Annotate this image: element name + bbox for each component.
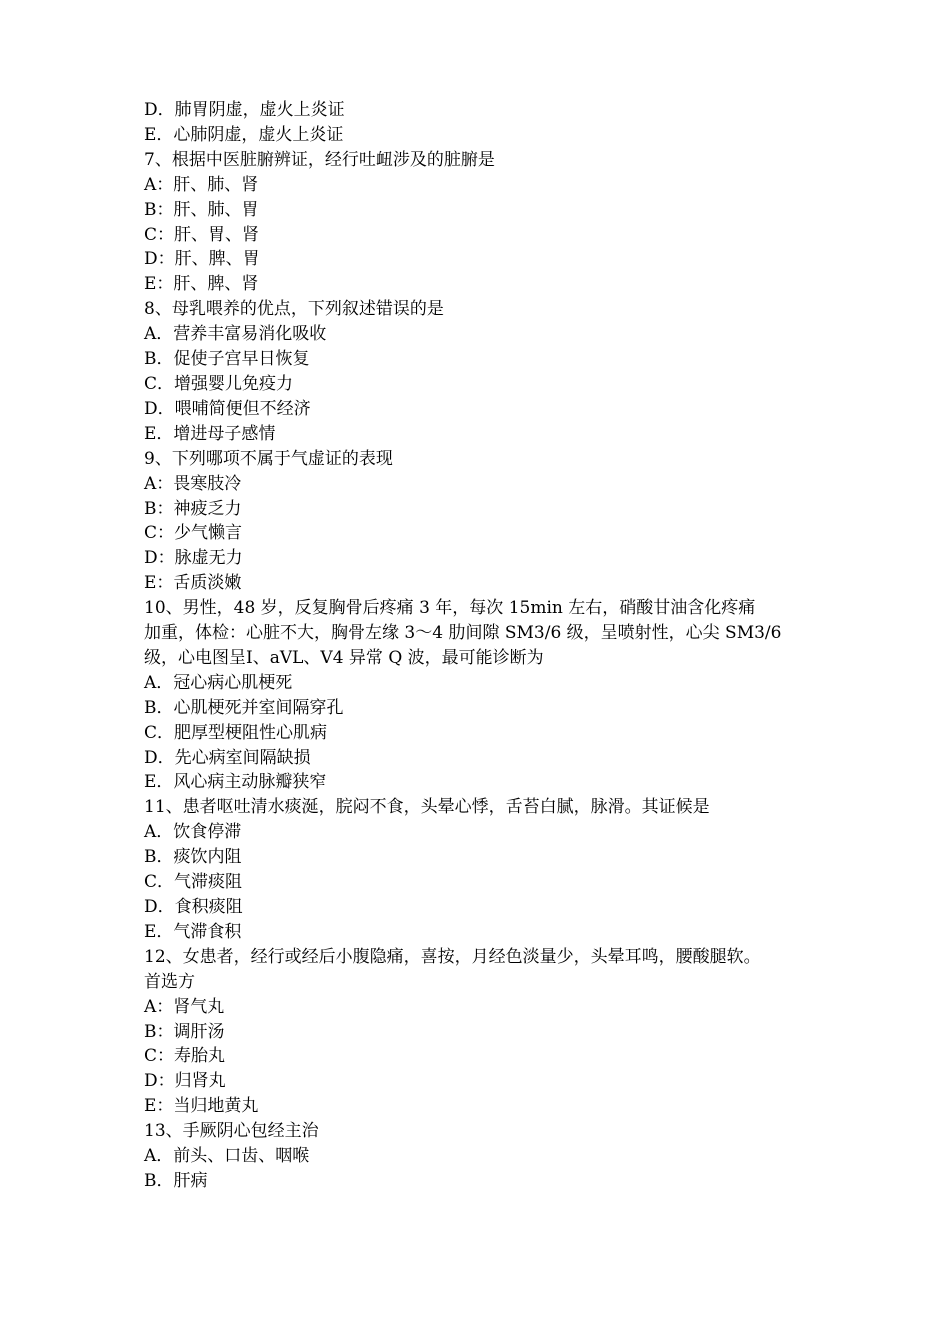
q7-option-d: D：肝、脾、胃	[144, 249, 260, 270]
q8-option-e: E．增进母子感情	[144, 423, 276, 444]
q12-option-d: D：归肾丸	[144, 1071, 226, 1092]
q8-option-a: A．营养丰富易消化吸收	[144, 324, 327, 345]
q10-option-e: E．风心病主动脉瓣狭窄	[144, 772, 327, 793]
question-8: 8、母乳喂养的优点，下列叙述错误的是	[144, 299, 444, 320]
q11-option-b: B．痰饮内阻	[144, 847, 242, 868]
question-11: 11、患者呕吐清水痰涎，脘闷不食，头晕心悸，舌苔白腻，脉滑。其证候是	[144, 797, 710, 818]
q9-option-b: B：神疲乏力	[144, 498, 242, 519]
q12-option-c: C：寿胎丸	[144, 1046, 226, 1067]
q7-option-e: E：肝、脾、肾	[144, 274, 259, 295]
q11-option-e: E．气滞食积	[144, 921, 242, 942]
q13-option-b: B．肝病	[144, 1170, 208, 1191]
q11-option-d: D．食积痰阻	[144, 897, 243, 917]
option-e: E．心肺阴虚，虚火上炎证	[144, 124, 344, 145]
q13-option-a: A．前头、口齿、咽喉	[144, 1146, 310, 1167]
question-13: 13、手厥阴心包经主治	[144, 1121, 319, 1142]
q8-option-b: B．促使子宫早日恢复	[144, 349, 310, 370]
question-7: 7、根据中医脏腑辨证，经行吐衄涉及的脏腑是	[144, 149, 495, 170]
q9-option-c: C：少气懒言	[144, 523, 243, 544]
question-12-line-2: 首选方	[144, 971, 195, 992]
q10-option-b: B．心肌梗死并室间隔穿孔	[144, 697, 344, 718]
q12-option-e: E：当归地黄丸	[144, 1096, 259, 1117]
q10-option-c: C．肥厚型梗阻性心肌病	[144, 722, 328, 743]
q7-option-b: B：肝、肺、胃	[144, 199, 259, 220]
option-d: D．肺胃阴虚，虚火上炎证	[144, 100, 345, 120]
question-10-line-2: 加重，体检：心脏不大，胸骨左缘 3～4 肋间隙 SM3/6 级，呈喷射性，心尖 SM3/6	[144, 623, 782, 644]
question-9: 9、下列哪项不属于气虚证的表现	[144, 448, 393, 469]
q7-option-c: C：肝、胃、肾	[144, 224, 260, 245]
q10-option-d: D．先心病室间隔缺损	[144, 747, 311, 768]
q9-option-a: A：畏寒肢冷	[144, 473, 242, 494]
question-12-line-1: 12、女患者，经行或经后小腹隐痛，喜按，月经色淡量少，头晕耳鸣，腰酸腿软。	[144, 946, 761, 967]
q11-option-a: A．饮食停滞	[144, 822, 242, 843]
q12-option-b: B：调肝汤	[144, 1021, 225, 1042]
q8-option-d: D．喂哺简便但不经济	[144, 398, 311, 419]
question-10-line-3: 级，心电图呈Ⅰ、aVL、V4 异常 Q 波，最可能诊断为	[144, 647, 544, 668]
q10-option-a: A．冠心病心肌梗死	[144, 672, 293, 693]
q7-option-a: A：肝、肺、肾	[144, 174, 259, 195]
q9-option-e: E：舌质淡嫩	[144, 573, 242, 594]
q11-option-c: C．气滞痰阻	[144, 872, 243, 893]
question-10-line-1: 10、男性，48 岁，反复胸骨后疼痛 3 年，每次 15min 左右，硝酸甘油含化疼痛	[144, 598, 756, 619]
q8-option-c: C．增强婴儿免疫力	[144, 373, 294, 394]
q12-option-a: A：肾气丸	[144, 996, 225, 1017]
q9-option-d: D：脉虚无力	[144, 548, 243, 569]
